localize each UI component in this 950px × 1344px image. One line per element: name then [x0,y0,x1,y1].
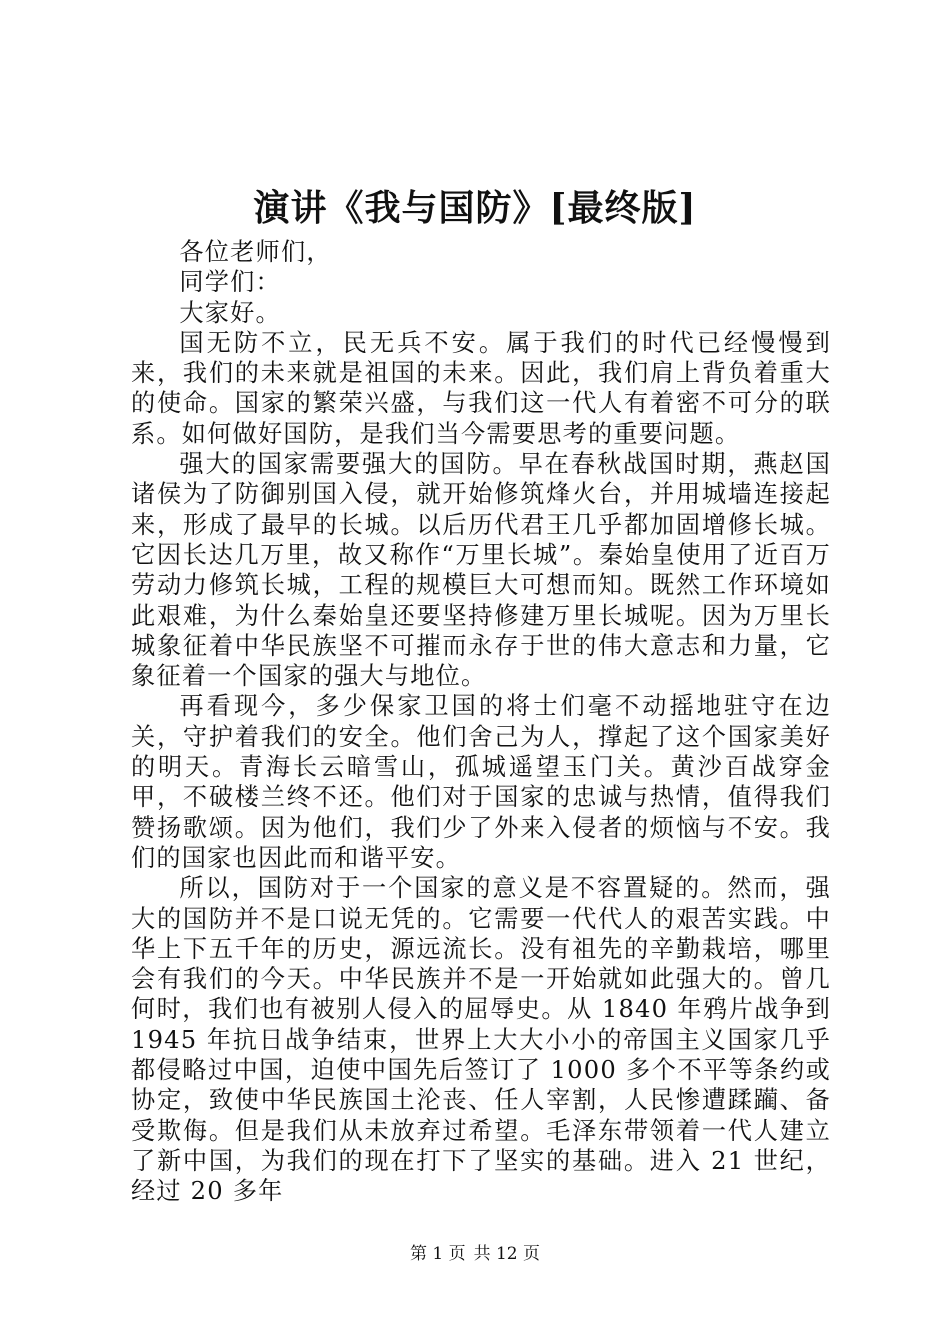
page-total: 共 12 页 [473,1244,541,1264]
document-body [131,237,831,1207]
paragraph: 再看现今，多少保家卫国的将士们毫不动摇地驻守在边关，守护着我们的安全。他们舍己为人，撑起了这个国家美好的明天。青海长云暗雪山，孤城遥望玉门关。黄沙百战穿金甲，不破楼兰终不还。他们对于国家的忠诚与热情，值得我们赞扬歌颂。因为他们，我们少了外来入侵者的烦恼与不安。我们的国家也因此而和谐平安。 [131,692,831,872]
paragraph: 国无防不立，民无兵不安。属于我们的时代已经慢慢到来，我们的未来就是祖国的未来。因此，我们肩上背负着重大的使命。国家的繁荣兴盛，与我们这一代人有着密不可分的联系。如何做好国防，是我们当今需要思考的重要问题。 [131,328,831,448]
document-title: 演讲《我与国防》[最终版] [253,187,697,229]
page-number: 第 1 页 [409,1244,466,1264]
page-footer [0,1242,950,1266]
salutation-teachers: 各位老师们， [179,238,332,266]
paragraph: 强大的国家需要强大的国防。早在春秋战国时期，燕赵国诸侯为了防御别国入侵，就开始修筑烽火台，并用城墙连接起来，形成了最早的长城。以后历代君王几乎都加固增修长城。它因长达几万里，故又称作“万里长城”。秦始皇使用了近百万劳动力修筑长城，工程的规模巨大可想而知。既然工作环境如此艰难，为什么秦始皇还要坚持修建万里长城呢。因为万里长城象征着中华民族坚不可摧而永存于世的伟大意志和力量，它象征着一个国家的强大与地位。 [131,450,831,691]
paragraph: 所以，国防对于一个国家的意义是不容置疑的。然而，强大的国防并不是口说无凭的。它需要一代代人的艰苦实践。中华上下五千年的历史，源远流长。没有祖先的辛勤栽培，哪里会有我们的今天。中华民族并不是一开始就如此强大的。曾几何时，我们也有被别人侵入的屈辱史。从 1840 年鸦片战争到 1945 年抗日战争结束，世界上大大小小的帝国主义国家几乎都侵略过中国，迫使中国先后签订了 1000 多个不平等条约或协定，致使中华民族国土沦丧、任人宰割，人民惨遭蹂躏、备受欺侮。但是我们从未放弃过希望。毛泽东带领着一代人建立了新中国，为我们的现在打下了坚实的基础。进入 21 世纪，经过 20 多年 [131,874,831,1206]
greeting: 大家好。 [179,298,281,327]
salutation-students: 同学们： [179,268,281,297]
